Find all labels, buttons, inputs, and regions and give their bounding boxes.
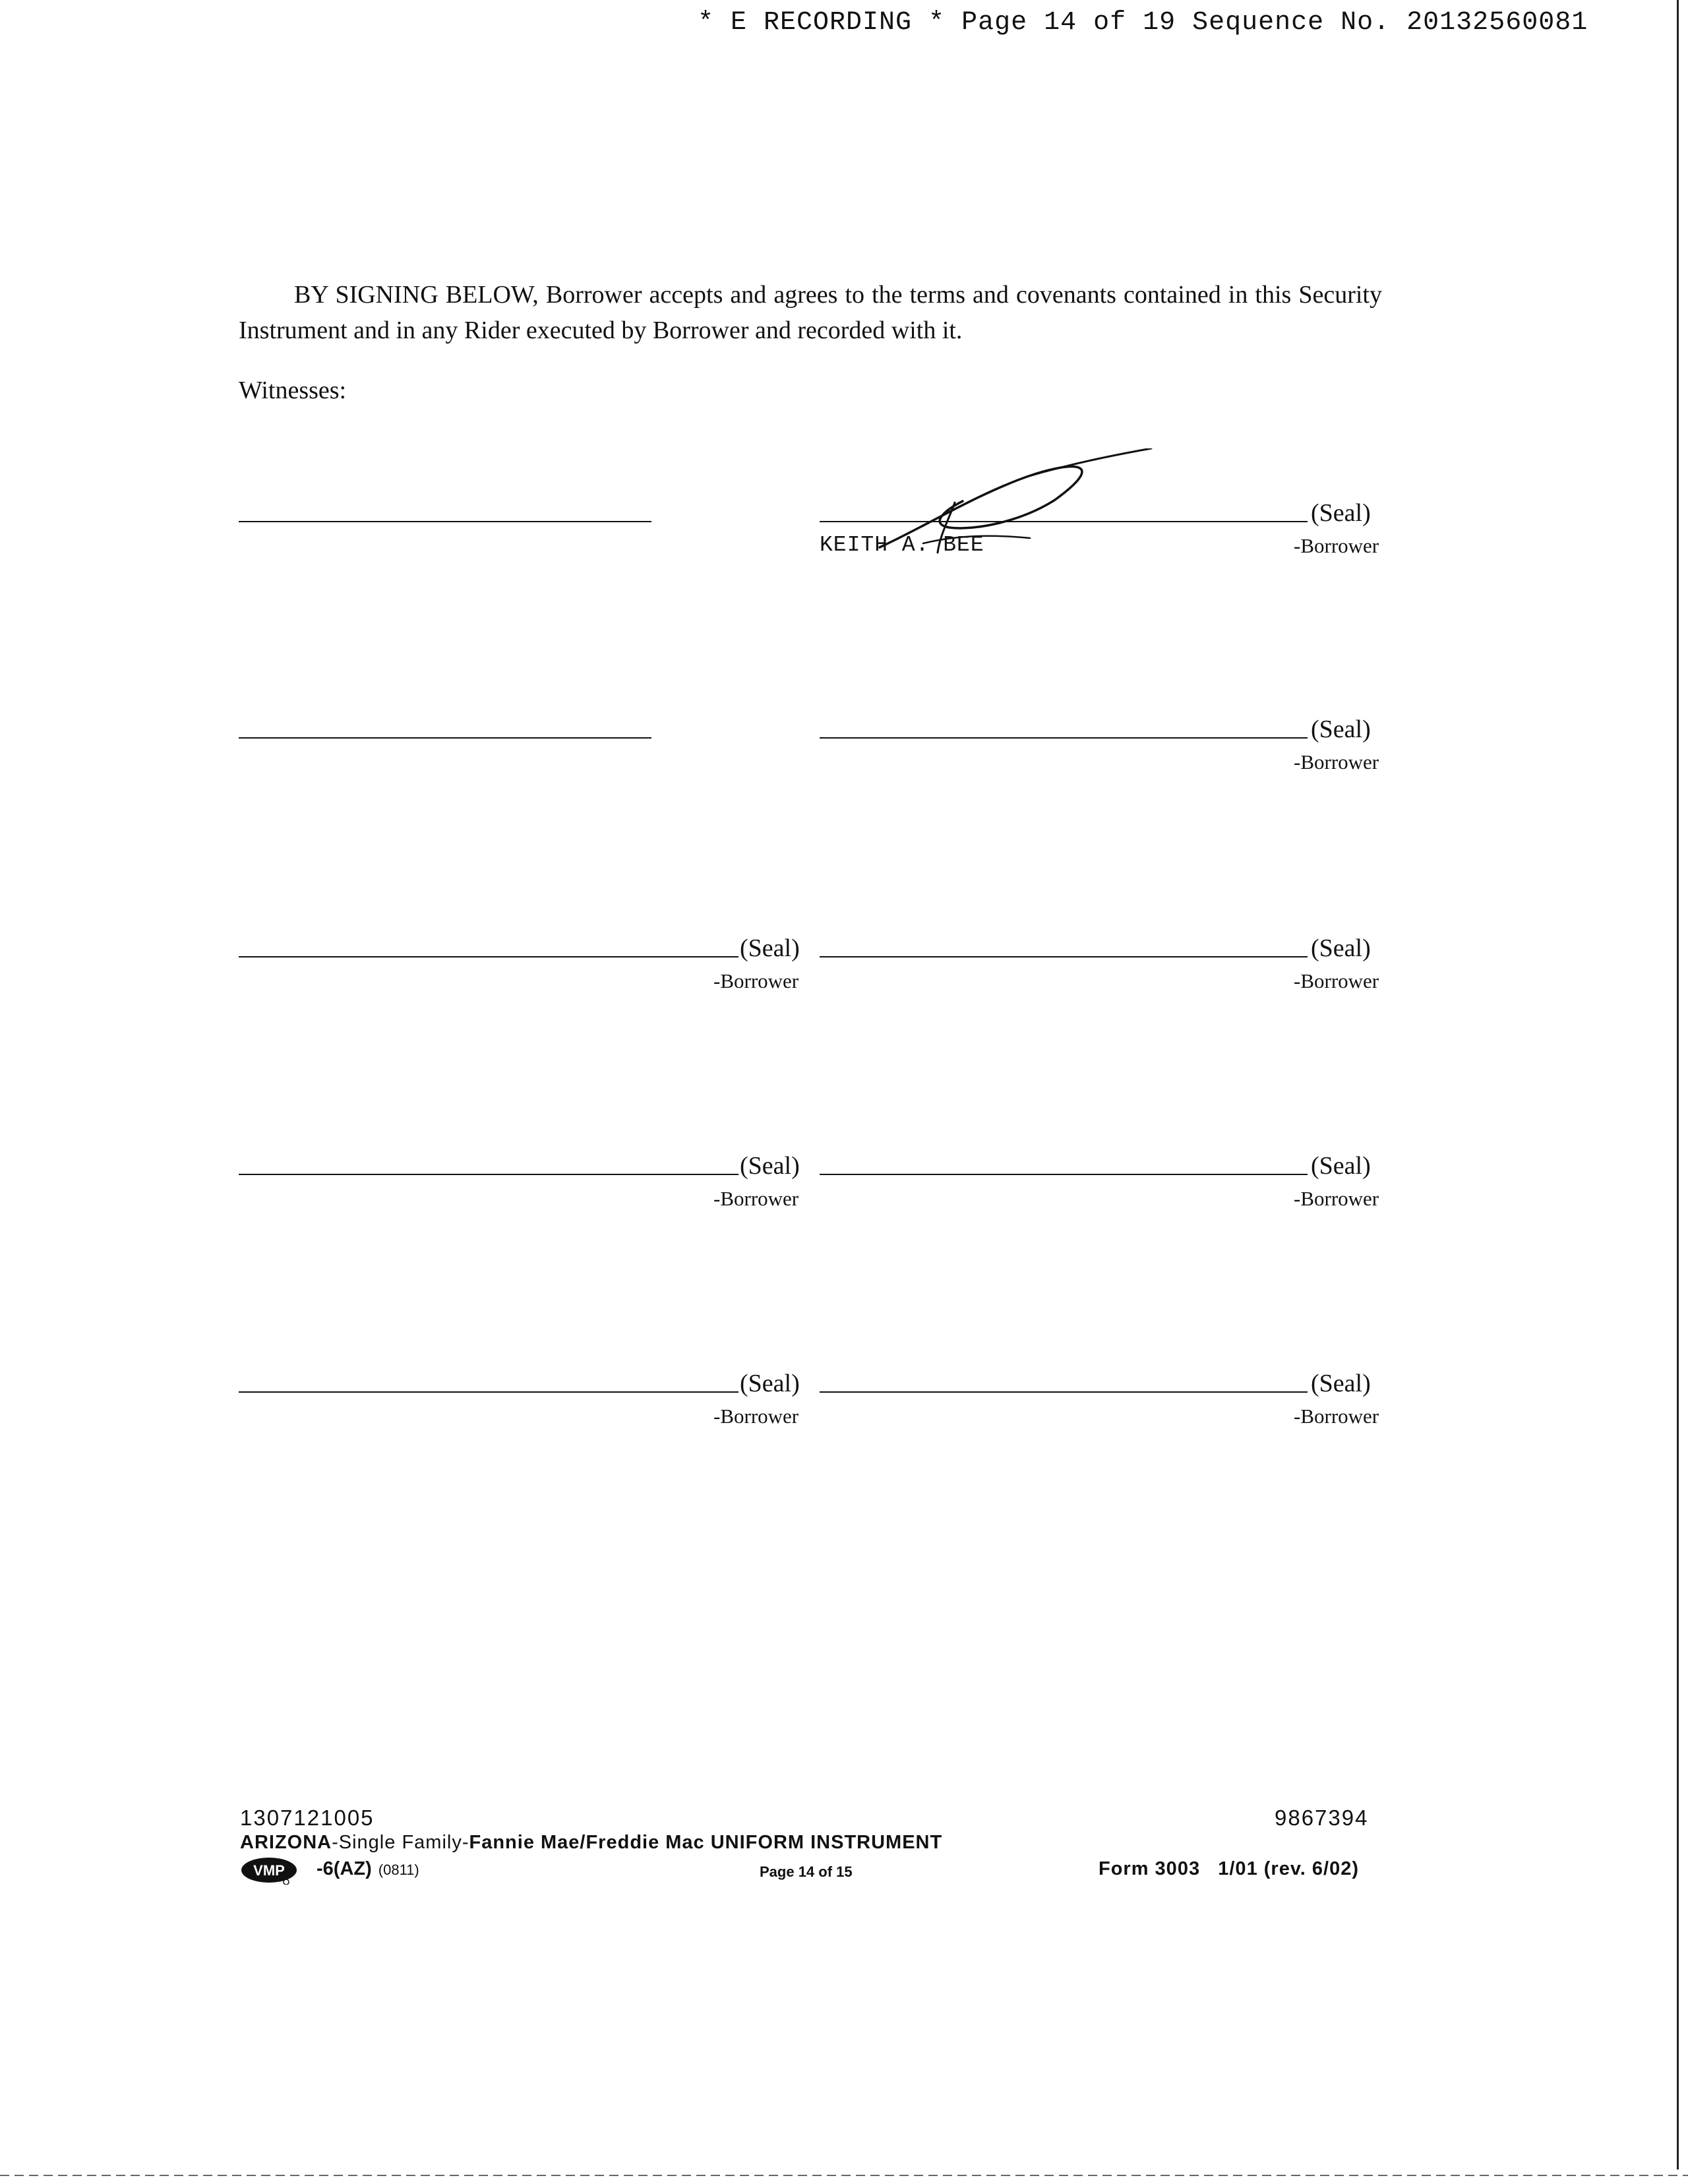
seal-label: (Seal) xyxy=(740,1152,800,1180)
handwritten-signature xyxy=(877,448,1154,561)
borrower-line-4-right xyxy=(820,1174,1308,1175)
reference-number: 9867394 xyxy=(1275,1805,1369,1830)
borrower-label: -Borrower xyxy=(713,1187,799,1210)
seal-label: (Seal) xyxy=(740,934,800,962)
seal-label: (Seal) xyxy=(1311,934,1371,962)
seal-label: (Seal) xyxy=(1311,1152,1371,1180)
borrower-line-3-right xyxy=(820,956,1308,957)
form-description xyxy=(240,1832,942,1854)
seal-label: (Seal) xyxy=(1311,1370,1371,1397)
scan-edge-right xyxy=(1677,0,1679,2169)
form-description-prefix: -Single Family- xyxy=(332,1832,469,1853)
form-code xyxy=(316,1858,419,1880)
state-name: ARIZONA xyxy=(240,1832,332,1853)
scan-edge-bottom xyxy=(0,2175,1688,2176)
borrower-line-5-right xyxy=(820,1391,1308,1393)
seal-label: (Seal) xyxy=(740,1370,800,1397)
form-code-value: -6(AZ) xyxy=(316,1858,372,1879)
borrower-line-5-left xyxy=(239,1391,738,1393)
seal-label: (Seal) xyxy=(1311,499,1371,527)
borrower-label: -Borrower xyxy=(713,969,799,992)
loan-number: 1307121005 xyxy=(240,1805,375,1830)
borrower-label: -Borrower xyxy=(1294,1187,1379,1210)
form-number xyxy=(1099,1858,1359,1880)
borrower-line-3-left xyxy=(239,956,738,957)
borrower-label: -Borrower xyxy=(1294,750,1379,774)
borrower-label: -Borrower xyxy=(1294,534,1379,557)
witness-line-1 xyxy=(239,521,651,522)
form-revision: 1/01 (rev. 6/02) xyxy=(1218,1858,1360,1879)
signer-name: KEITH A. BEE xyxy=(820,533,984,557)
borrower-line-4-left xyxy=(239,1174,738,1175)
borrower-label: -Borrower xyxy=(713,1405,799,1428)
borrower-label: -Borrower xyxy=(1294,969,1379,992)
form-number-value: Form 3003 xyxy=(1099,1858,1201,1879)
borrower-label: -Borrower xyxy=(1294,1405,1379,1428)
witness-line-2 xyxy=(239,737,651,739)
vmp-logo-icon xyxy=(240,1856,314,1885)
signing-paragraph: BY SIGNING BELOW, Borrower accepts and agrees to the terms and covenants contained in this Security Instrument and in any Rider executed by Borrower and recorded with it. xyxy=(239,281,1382,344)
form-description-bold: Fannie Mae/Freddie Mac UNIFORM INSTRUMENT xyxy=(469,1832,943,1853)
witnesses-label: Witnesses: xyxy=(239,377,347,404)
seal-label: (Seal) xyxy=(1311,715,1371,743)
logo-text: VMP xyxy=(253,1862,285,1879)
form-code-date: (0811) xyxy=(378,1862,419,1878)
recording-header: * E RECORDING * Page 14 of 19 Sequence No. 20132560081 xyxy=(698,8,1588,38)
page-number: Page 14 of 15 xyxy=(760,1864,853,1880)
borrower-line-2 xyxy=(820,737,1308,739)
